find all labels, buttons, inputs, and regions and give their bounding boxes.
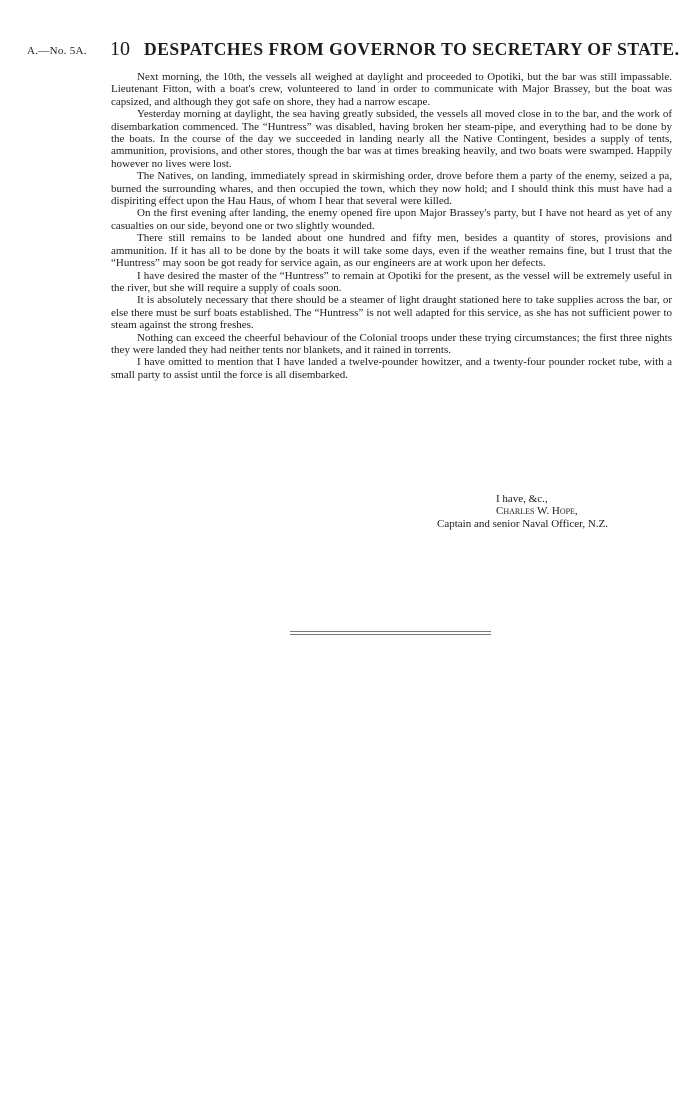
signatory-name: Charles W. Hope, [496, 505, 578, 518]
paragraph: I have desired the master of the “Huntress” to remain at Opotiki for the present, as the vessel will be extremely useful in the river, but she will require a supply of coals soon. [111, 269, 672, 294]
divider-line [290, 631, 491, 632]
despatch-body [111, 71, 672, 381]
paragraph: It is absolutely necessary that there should be a steamer of light draught stationed here to take supplies across the bar, or else there must be surf boats established. The “Huntress” is not well adapted for this service, as she has not sufficient power to steam against the strong freshes. [111, 294, 672, 332]
running-title: DESPATCHES FROM GOVERNOR TO SECRETARY OF STATE. [144, 39, 680, 59]
paragraph: On the first evening after landing, the enemy opened fire upon Major Brassey's party, but I have not heard as yet of any casualties on our side, beyond one or two slightly wounded. [111, 207, 672, 232]
page-header [27, 38, 680, 60]
closing-greeting: I have, &c., [496, 493, 548, 505]
page-number: 10 [110, 38, 130, 60]
divider-line [290, 634, 491, 635]
paragraph: Next morning, the 10th, the vessels all weighed at daylight and proceeded to Opotiki, but the bar was still impassable. Lieutenant Fitton, with a boat's crew, volunteered to land in order to communicate with Major Brassey, but the boat was capsized, and although they got safe on shore, they had a narrow escape. [111, 71, 672, 108]
paragraph: Nothing can exceed the cheerful behaviour of the Colonial troops under these trying circumstances; the first three nights they were landed they had neither tents nor blankets, and it rained in torrents. [111, 331, 672, 356]
paragraph: There still remains to be landed about one hundred and fifty men, besides a quantity of stores, provisions and ammunition. If it has all to be done by the boats it will take some days, even if the weather remains fine, but I trust that the “Huntress” may soon be got ready for service again, as our engineers are at work upon her defects. [111, 232, 672, 270]
section-divider [290, 631, 491, 637]
paragraph: The Natives, on landing, immediately spread in skirmishing order, drove before them a party of the enemy, seized a pa, burned the surrounding whares, and then occupied the town, which they now hold; and I should think this must have had a dispiriting effect upon the Hau Haus, of whom I hear that several were killed. [111, 170, 672, 208]
signatory-title: Captain and senior Naval Officer, N.Z. [437, 517, 609, 530]
signature-block [111, 493, 672, 530]
paragraph: I have omitted to mention that I have landed a twelve-pounder howitzer, and a twenty-four pounder rocket tube, with a small party to assist until the force is all disembarked. [111, 356, 672, 381]
document-reference: A.—No. 5A. [27, 45, 87, 57]
paragraph: Yesterday morning at daylight, the sea having greatly subsided, the vessels all moved close in to the bar, and the work of disembarkation commenced. The “Huntress” was disabled, having broken her steam-pipe, and everything had to be done by the boats. In the course of the day we succeeded in landing nearly all the Native Contingent, besides a supply of tents, ammunition, provisions, and other stores, though the bar was at times breaking heavily, and two boats were swamped. Happily however no lives were lost. [111, 108, 672, 170]
